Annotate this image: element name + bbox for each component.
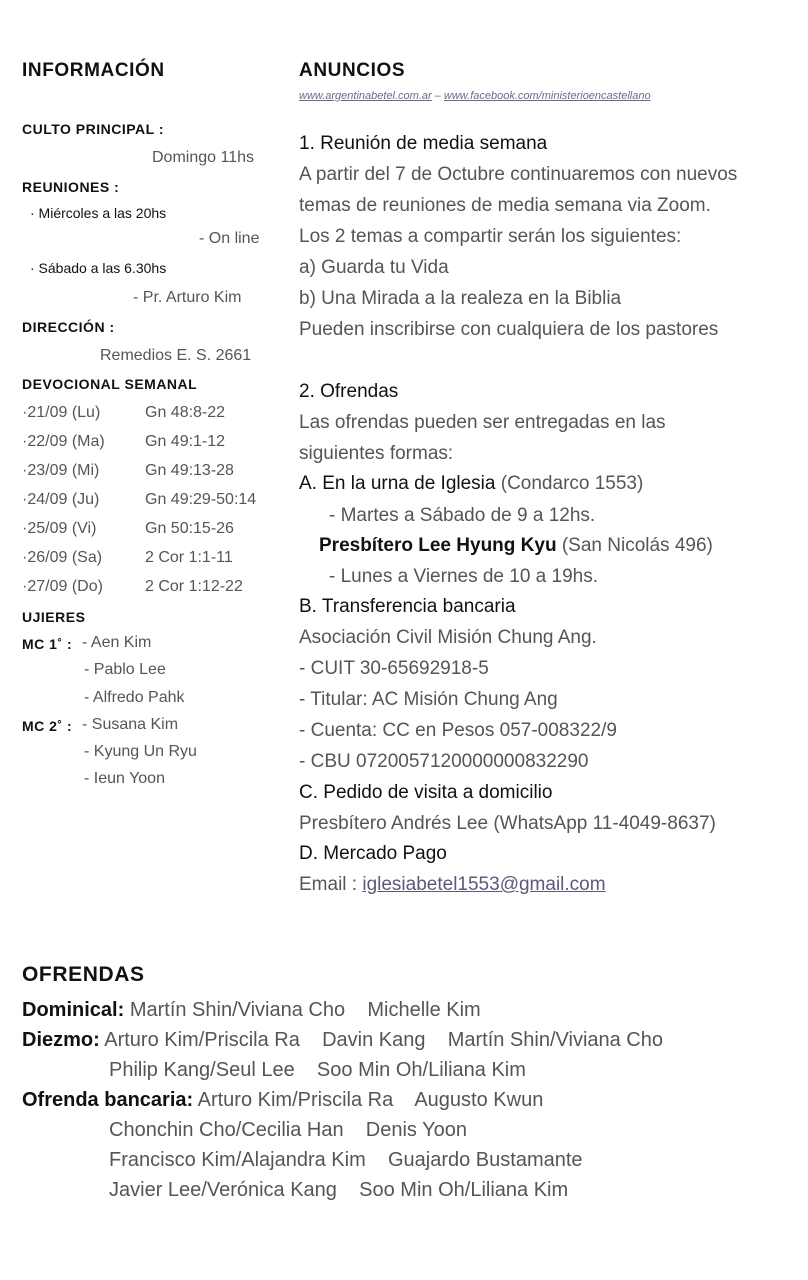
option-a (299, 473, 643, 495)
reunion-miercoles: · Miércoles a las 20hs (30, 205, 167, 221)
s1-line: Los 2 temas a compartir serán los siguientes: (299, 226, 682, 247)
bancaria-names: Arturo Kim/Priscila Ra Augusto Kwun (197, 1089, 544, 1111)
mc1-name: - Aen Kim (82, 634, 152, 651)
mc2-label: MC 2˚ : (22, 718, 73, 734)
informacion-title: INFORMACIÓN (22, 60, 165, 81)
option-d-title: D. Mercado Pago (299, 843, 447, 864)
reuniones-label: REUNIONES : (22, 179, 120, 195)
ujieres-label: UJIERES (22, 609, 86, 625)
devocional-date: ·21/09 (Lu) (22, 404, 101, 421)
bancaria-names-cont: Javier Lee/Verónica Kang Soo Min Oh/Liliana Kim (109, 1179, 569, 1201)
mc2-name: - Ieun Yoon (84, 770, 165, 787)
s2-title: 2. Ofrendas (299, 381, 399, 402)
website-link[interactable]: www.argentinabetel.com.ar (299, 90, 432, 102)
devocional-ref: Gn 48:8-22 (145, 404, 226, 421)
devocional-date: ·24/09 (Ju) (22, 491, 100, 508)
s1-line: Pueden inscribirse con cualquiera de los pastores (299, 319, 719, 340)
facebook-link[interactable]: www.facebook.com/ministerioencastellano (443, 90, 651, 102)
option-c-title: C. Pedido de visita a domicilio (299, 782, 553, 803)
option-a-address: (Condarco 1553) (495, 473, 644, 494)
reunion-sabado-note: - Pr. Arturo Kim (133, 289, 242, 306)
mc1-name: - Pablo Lee (84, 661, 166, 678)
culto-value: Domingo 11hs (152, 149, 254, 166)
mc2-name: - Susana Kim (82, 716, 179, 733)
devocional-date: ·23/09 (Mi) (22, 462, 100, 479)
option-presbitero (319, 535, 713, 557)
devocional-date: ·26/09 (Sa) (22, 549, 103, 566)
s2-line: Las ofrendas pueden ser entregadas en las (299, 412, 666, 433)
devocional-date: ·22/09 (Ma) (22, 433, 105, 450)
bancaria-names-cont: Chonchin Cho/Cecilia Han Denis Yoon (109, 1119, 467, 1141)
devocional-label: DEVOCIONAL SEMANAL (22, 376, 198, 392)
devocional-date: ·25/09 (Vi) (22, 520, 97, 537)
presbitero-hours: - Lunes a Viernes de 10 a 19hs. (329, 566, 599, 587)
bancaria-label: Ofrenda bancaria: (22, 1089, 194, 1111)
direccion-value: Remedios E. S. 2661 (100, 347, 252, 364)
s1-line: temas de reuniones de media semana via Zoom. (299, 195, 711, 216)
s1-line: b) Una Mirada a la realeza en la Biblia (299, 288, 622, 309)
mc1-name: - Alfredo Pahk (84, 689, 185, 706)
reunion-sabado: · Sábado a las 6.30hs (30, 260, 167, 276)
link-separator: – (431, 90, 444, 102)
email-label: Email : (299, 874, 363, 895)
ofrendas-title: OFRENDAS (22, 963, 145, 986)
s1-title: 1. Reunión de media semana (299, 133, 548, 154)
dominical-names: Martín Shin/Viviana Cho Michelle Kim (129, 999, 481, 1021)
option-a-hours: - Martes a Sábado de 9 a 12hs. (329, 505, 596, 526)
option-b-line: - CUIT 30-65692918-5 (299, 658, 489, 679)
presbitero-title: Presbítero Lee Hyung Kyu (319, 535, 557, 556)
devocional-date: ·27/09 (Do) (22, 578, 103, 595)
bancaria-line (22, 1089, 543, 1112)
option-b-line: - Cuenta: CC en Pesos 057-008322/9 (299, 720, 617, 741)
devocional-ref: 2 Cor 1:1-11 (145, 549, 233, 566)
mc1-label: MC 1˚ : (22, 636, 73, 652)
email-line (299, 874, 606, 896)
devocional-ref: 2 Cor 1:12-22 (145, 578, 243, 595)
email-link[interactable]: iglesiabetel1553@gmail.com (362, 874, 606, 895)
option-a-title: A. En la urna de Iglesia (299, 473, 496, 494)
diezmo-line (22, 1029, 663, 1052)
s2-line: siguientes formas: (299, 443, 454, 464)
s1-line: A partir del 7 de Octubre continuaremos con nuevos (299, 164, 738, 185)
devocional-ref: Gn 49:29-50:14 (145, 491, 257, 508)
devocional-ref: Gn 50:15-26 (145, 520, 234, 537)
option-c-line: Presbítero Andrés Lee (WhatsApp 11-4049-8637) (299, 813, 716, 834)
dominical-line (22, 999, 481, 1022)
diezmo-label: Diezmo: (22, 1029, 100, 1051)
option-b-line: Asociación Civil Misión Chung Ang. (299, 627, 597, 648)
diezmo-names: Arturo Kim/Priscila Ra Davin Kang Martín Shin/Viviana Cho (104, 1029, 663, 1051)
option-b-title: B. Transferencia bancaria (299, 596, 516, 617)
mc2-name: - Kyung Un Ryu (84, 743, 197, 760)
devocional-ref: Gn 49:1-12 (145, 433, 226, 450)
diezmo-names-cont: Philip Kang/Seul Lee Soo Min Oh/Liliana Kim (109, 1059, 526, 1081)
anuncios-title: ANUNCIOS (299, 60, 406, 81)
s1-line: a) Guarda tu Vida (299, 257, 449, 278)
dominical-label: Dominical: (22, 999, 125, 1021)
presbitero-address: (San Nicolás 496) (556, 535, 713, 556)
option-b-line: - CBU 0720057120000000832290 (299, 751, 589, 772)
reunion-miercoles-note: - On line (199, 230, 260, 247)
devocional-ref: Gn 49:13-28 (145, 462, 234, 479)
option-b-line: - Titular: AC Misión Chung Ang (299, 689, 558, 710)
direccion-label: DIRECCIÓN : (22, 319, 115, 335)
culto-label: CULTO PRINCIPAL : (22, 121, 165, 137)
bancaria-names-cont: Francisco Kim/Alajandra Kim Guajardo Bustamante (109, 1149, 583, 1171)
links-line (299, 90, 651, 102)
